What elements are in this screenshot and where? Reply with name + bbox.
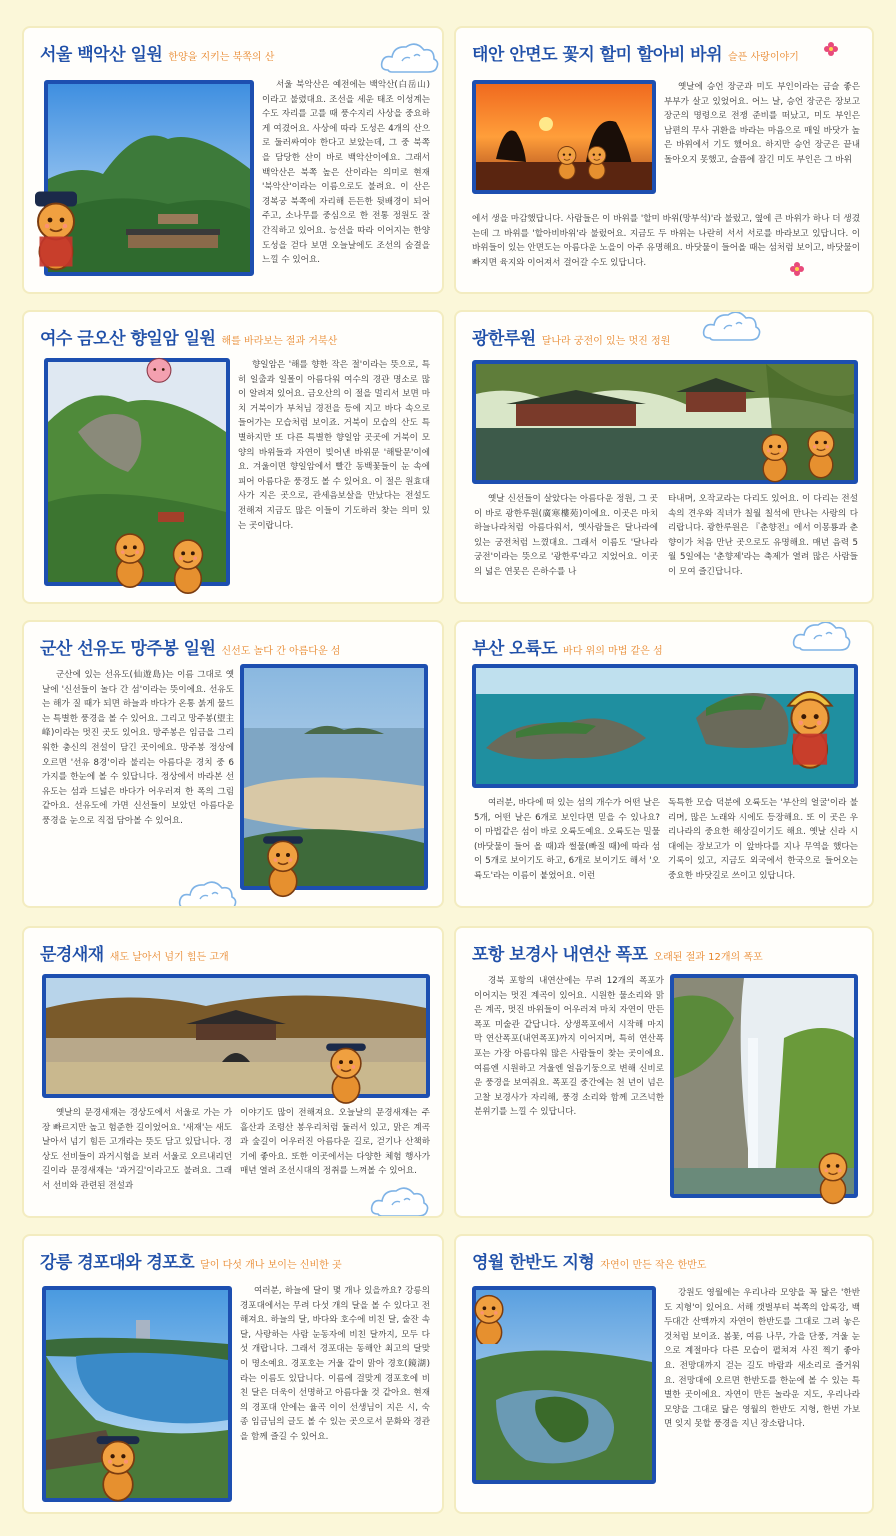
- card-title: 영월 한반도 지형: [472, 1253, 595, 1273]
- card-subtitle: 오래된 절과 12개의 폭포: [653, 952, 763, 963]
- card-gyeongpodae: [24, 1236, 442, 1512]
- card-subtitle: 한양을 지키는 북쪽의 산: [168, 52, 275, 63]
- card-body-top: 옛날에 승언 장군과 미도 부인이라는 금슬 좋은 부부가 살고 있었어요. 어느 날, 승언 장군은 장보고 장군의 명령으로 전쟁 준비를 떠났고, 미도 부인은 남편의 무사 귀환을 바라는 마음으로 매일 바닷가 높은 바위에서 기도 했어요. 하지만 승언 장군은 끝내 돌아오지 못했고, 슬픔에 잠긴 미도 부인은 그 바위: [664, 82, 860, 165]
- card-subtitle: 자연이 만든 작은 한반도: [600, 1260, 707, 1271]
- card-body: 여러분, 하늘에 달이 몇 개나 있을까요? 강릉의 경포대에서는 무려 다섯 개의 달을 볼 수 있다고 전해져요. 하늘의 달, 바다와 호수에 비친 달, 술잔 속 달, 사랑하는 사람 눈동자에 비친 달까지, 모두 다섯 개랍니다. 그래서 경포대는 동해안 최고의 달맞이 명소예요. 경포호는 거울 같이 맑아 경호(鏡湖)라는 이름도 있답니다. 이름에 걸맞게 경포호에 비친 달은 더욱이 선명하고 아름다울 것 같아요. 현재의 경포대 안에는 율곡 이이 선생님이 지은 시, 숙종 임금님의 글도 볼 수 있는 곳으로서 문화와 경관을 함께 즐길 수 있어요.: [240, 1286, 430, 1442]
- card-body-left: 옛날 신선들이 살았다는 아름다운 정원, 그 곳이 바로 광한루원(廣寒樓苑)이에요. 이곳은 마치 하늘나라처럼 아름다워서, 옛사람들은 달나라에 있는 궁전처럼 느꼈대요. 그래서 이름도 '달나라 궁전'이라는 뜻으로 '광한루'라고 지었어요. 이곳의 넓은 연못은 은하수를 나: [474, 494, 658, 577]
- card-header: [40, 324, 432, 350]
- card-seonyudo: [24, 622, 442, 906]
- card-title: 서울 백악산 일원: [40, 45, 163, 65]
- cookie-character-icon: [104, 522, 156, 592]
- card-gwanghallu: [456, 312, 872, 602]
- card-title: 강릉 경포대와 경포호: [40, 1253, 195, 1273]
- cookie-character-icon: [26, 188, 86, 276]
- cloud-icon: [378, 36, 440, 76]
- cookie-character-icon: [466, 1284, 512, 1344]
- flower-icon: [824, 42, 838, 56]
- card-title: 군산 선유도 망주봉 일원: [40, 639, 216, 659]
- card-anmyeondo: [456, 28, 872, 292]
- card-hanbando: [456, 1236, 872, 1512]
- cookie-character-icon: [810, 1142, 856, 1208]
- card-header: [40, 940, 432, 966]
- card-body-right: 이야기도 많이 전해져요. 오늘날의 문경새재는 주흘산과 조령산 봉우리처럼 둘러서 있고, 맑은 계곡과 숲길이 어우러진 아름다운 길로, 걷기나 산책하기에 좋아요. 또한 이곳에서는 다양한 체험 행사가 매년 열려 조선시대의 정취를 느껴볼 수 있어요.: [240, 1108, 430, 1177]
- card-subtitle: 바다 위의 마법 같은 섬: [563, 646, 663, 657]
- card-subtitle: 슬픈 사랑이야기: [728, 52, 799, 63]
- card-title: 문경새재: [40, 945, 104, 965]
- card-mungyeongsaejae: [24, 928, 442, 1216]
- card-title: 여수 금오산 향일암 일원: [40, 329, 216, 349]
- card-body-bottom: 에서 생을 마감했답니다. 사람들은 이 바위를 '할미 바위(망부석)'라 불렀고, 옆에 큰 바위가 하나 더 생겼는데 그 바위를 '할아비바위'라 불렀어요. 지금도 두 바위는 나란히 서서 서로를 바라보고 있답니다. 이 바위들이 있는 안면도는 아름다운 노을이 아주 유명해요. 바닷물이 들어올 때는 섬처럼 보이고, 바닷물이 빠지면 육지와 이어져서 걸어갈 수도 있답니다.: [472, 214, 860, 268]
- card-subtitle: 달나라 궁전이 있는 멋진 정원: [541, 336, 671, 347]
- card-header: [472, 324, 862, 350]
- card-bukaksan: [24, 28, 442, 292]
- card-naeyeonsan: [456, 928, 872, 1216]
- card-oryukdo: [456, 622, 872, 906]
- card-header: [472, 940, 862, 966]
- card-header: [40, 40, 432, 66]
- cookie-character-icon: [752, 424, 798, 486]
- card-header: [40, 634, 432, 660]
- cookie-character-icon: [798, 420, 844, 482]
- pink-character-icon: [142, 350, 176, 394]
- card-subtitle: 신선도 놀다 간 아름다운 섬: [221, 646, 341, 657]
- card-header: [472, 40, 862, 66]
- card-body: 강원도 영월에는 우리나라 모양을 꼭 닮은 '한반도 지형'이 있어요. 서해 갯벌부터 북쪽의 압록강, 백두대간 산맥까지 자연이 한반도를 그대로 그려 놓은 것처럼 보이죠. 봄꽃, 여름 나무, 가을 단풍, 겨울 눈으로 계절마다 다른 모습이 펼쳐져 사진 찍기 좋아요. 전망대까지 걷는 길도 바람과 새소리로 즐거워요. 전망대에 오르면 한반도를 한눈에 볼 수 있는 특별한 곳이에요. 자연이 만든 놀라운 지도, 우리나라 모양을 그대로 닮은 영월의 한반도 지형, 한번 가보면 잊지 못할 풍경을 지닌 장소랍니다.: [664, 1288, 860, 1430]
- card-title: 광한루원: [472, 329, 536, 349]
- card-body-left: 옛날의 문경새재는 경상도에서 서울로 가는 가장 빠르지만 높고 험준한 길이었어요. '새재'는 새도 날아서 넘기 힘든 고개라는 뜻도 담고 있답니다. 경상도 선비들이 과거시험을 보러 서울로 오르내리던 길이라 문경새재는 '과거길'이라고도 불려요. 그래서 선비와 관련된 전설과: [42, 1108, 232, 1191]
- cookie-character-icon: [258, 828, 308, 902]
- cookie-character-icon: [90, 1428, 146, 1506]
- cloud-icon: [790, 622, 852, 654]
- card-header: [40, 1248, 432, 1274]
- cloud-icon: [700, 312, 762, 344]
- card-hyangiram: [24, 312, 442, 602]
- cookie-character-icon: [778, 684, 842, 774]
- cookie-character-icon: [320, 1036, 372, 1108]
- card-body: 경북 포항의 내연산에는 무려 12개의 폭포가 이어지는 멋진 계곡이 있어요. 시원한 물소리와 맑은 계곡, 멋진 바위들이 어우러져 마치 자연이 만든 폭포 미술관 같답니다. 상생폭포에서 시작해 마지막 연산폭포(내연폭포)까지 이어지며, 특히 연산폭포는 가장 아름다워 많은 사람들이 찾는 곳이에요. 여름엔 시원하고 겨울엔 얼음기둥으로 변해 신비로운 풍경을 보여줘요. 폭포길 중간에는 천 년이 넘은 고찰 보경사가 자리해, 풍경 소리와 함께 고즈넉한 분위기를 느낄 수 있답니다.: [474, 976, 664, 1118]
- cookie-character-icon: [162, 528, 214, 598]
- cookie-couple-icon: [552, 136, 616, 206]
- card-subtitle: 달이 다섯 개나 보이는 신비한 곳: [200, 1260, 342, 1271]
- card-body: 향일암은 '해를 향한 작은 절'이라는 뜻으로, 특히 일출과 일몰이 아름다워 여수의 경관 명소로 많이 알려져 있어요. 금오산의 이 절을 멀리서 보면 마치 거북이가 부처님 경전을 등에 지고 바다 속으로 들어가는 모습처럼 보이죠. 거북이 모습의 산도 특별하지만 또 다른 특별한 향일암 곳곳에 거북이 모양의 바위들과 자연이 빚어낸 바위문 '해탈문'이에요. 겨울이면 향일암에서 빨간 동백꽃들이 눈 속에 피어 아름다운 풍경도 볼 수 있어요. 이 절은 원효대사가 지은 곳으로, 관세음보살을 만났다는 전설도 전해져 지금도 많은 이들이 기도하러 찾는 의미 있는 곳이랍니다.: [238, 360, 430, 531]
- card-body-right: 독특한 모습 덕분에 오륙도는 '부산의 얼굴'이라 불리며, 많은 노래와 시에도 등장해요. 또 이 곳은 우리나라의 중요한 해상길이기도 해요. 옛날 신라 시대에는 장보고가 이 앞바다를 지나 무역을 했다는 기록이 있고, 지금도 외국에서 한국으로 들어오는 중요한 바닷길로 쓰이고 있답니다.: [668, 798, 858, 881]
- card-title: 태안 안면도 꽃지 할미 할아비 바위: [472, 45, 722, 65]
- card-title: 부산 오륙도: [472, 639, 558, 659]
- card-header: [472, 1248, 862, 1274]
- card-subtitle: 해를 바라보는 절과 거북산: [221, 336, 338, 347]
- card-title: 포항 보경사 내연산 폭포: [472, 945, 648, 965]
- card-body-right: 타내며, 오작교라는 다리도 있어요. 이 다리는 전설 속의 견우와 직녀가 칠월 칠석에 만나는 사랑의 다리랍니다. 광한루원은 『춘향전』에서 이몽룡과 춘향이가 처음 만난 곳으로도 유명해요. 매년 음력 5월 5일에는 '춘향제'라는 축제가 열려 많은 사람들이 모여 즐긴답니다.: [668, 494, 858, 577]
- card-body: 서울 북악산은 예전에는 백악산(白岳山)이라고 불렸대요. 조선을 세운 태조 이성계는 수도 자리를 고를 때 풍수지리 사상을 중요하게 여겼어요. 사상에 따라 도성은 4개의 산으로 둘러싸여야 한다고 보았는데, 그 중 북쪽을 담당한 산이 바로 백악산이에요. 그래서 백악산은 북쪽 높은 산이라는 의미로 현재 '북악산'이라는 이름으로도 불려요. 이 산은 경복궁 북쪽에 자리해 든든한 뒷배경이 되어주고, 소나무를 중심으로 한 전통 정원도 잘 간직하고 있어요. 능선을 따라 이어지는 한양도성을 걷다 보면 오늘날에도 조선의 숨결을 느낄 수 있어요.: [262, 80, 430, 266]
- card-subtitle: 새도 날아서 넘기 힘든 고개: [109, 952, 229, 963]
- card-body: 군산에 있는 선유도(仙遊島)는 이름 그대로 옛날에 '신선들이 놀다 간 섬'이라는 뜻이에요. 선유도는 해가 질 때가 되면 하늘과 바다가 온통 붉게 물드는 특별한 풍경을 볼 수 있어요. 그리고 망주봉(望主峰)이라는 멋진 곳도 있어요. 망주봉은 임금을 그리워한 충신의 전설이 담긴 곳이에요. 망주봉 정상에 오르면 '선유 8경'이라 불리는 아름다운 경치 중 6가지를 한눈에 볼 수 있답니다. 정상에서 바라본 선유도는 섬과 드넓은 바다가 어우러져 한 폭의 그림 같아요. 선유도에 가면 신선들이 보았던 아름다운 풍경을 눈으로 직접 담아볼 수 있어요.: [42, 670, 234, 826]
- card-body-left: 여러분, 바다에 떠 있는 섬의 개수가 어떤 날은 5개, 어떤 날은 6개로 보인다면 믿을 수 있나요? 이 마법같은 섬이 바로 오륙도예요. 오륙도는 밀물(바닷물이 들어 올 때)과 썰물(빠질 때)에 따라 섬이 5개로 보이기도 하고, 6개로 보이기도 해서 '오륙도'라는 이름이 붙었어요. 이런: [474, 798, 660, 881]
